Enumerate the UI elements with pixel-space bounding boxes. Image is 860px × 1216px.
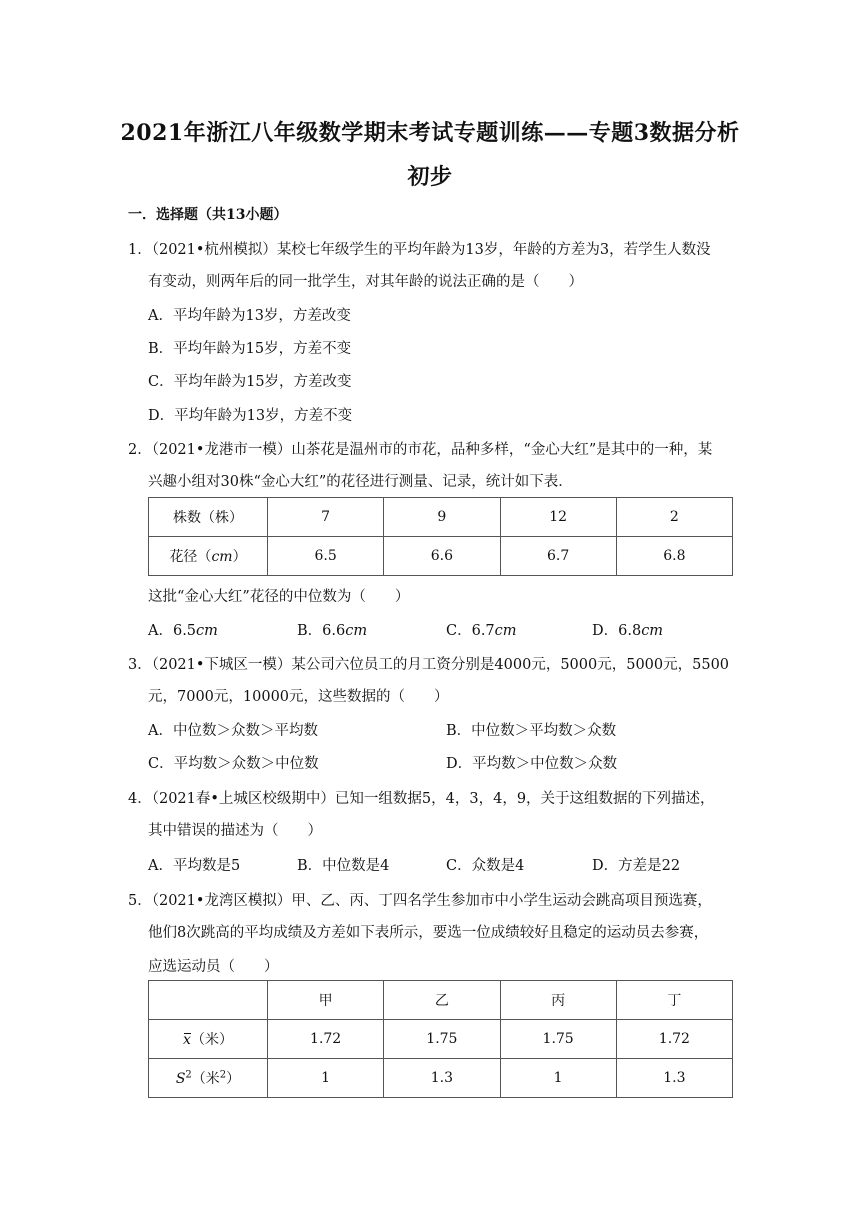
table-cell: [149, 981, 268, 1020]
q4-option-d: D．方差是22: [592, 858, 681, 874]
document-title-line-2: 初步: [407, 164, 453, 190]
table-cell: 1: [500, 1059, 616, 1098]
q1-option-b: B．平均年龄为15岁，方差不变: [148, 341, 352, 357]
q1-option-c: C．平均年龄为15岁，方差改变: [148, 374, 352, 390]
q1-stem-line-2: 有变动，则两年后的同一批学生，对其年龄的说法正确的是（ ）: [148, 274, 583, 290]
q4-option-b: B．中位数是4: [297, 858, 390, 874]
table-cell: [149, 1020, 268, 1059]
q1-stem-line-1: 1．（2021•杭州模拟）某校七年级学生的平均年龄为13岁，年龄的方差为3，若学生人数没: [128, 242, 711, 258]
table-row: [149, 981, 733, 1020]
q2-stem-line-2: 兴趣小组对30株“金心大红”的花径进行测量、记录，统计如下表．: [148, 474, 573, 490]
cell-text: 花径（: [169, 549, 212, 565]
option-text: C．6.7: [446, 623, 495, 639]
table-cell: 1.75: [500, 1020, 616, 1059]
q5-data-table: [148, 980, 733, 1098]
table-cell: 乙: [384, 981, 500, 1020]
table-cell: 丁: [616, 981, 732, 1020]
table-cell: 6.5: [268, 537, 384, 576]
table-cell: 丙: [500, 981, 616, 1020]
table-cell: 1.3: [384, 1059, 500, 1098]
q5-stem-line-2: 他们8次跳高的平均成绩及方差如下表所示，要选一位成绩较好且稳定的运动员去参赛，: [148, 925, 709, 941]
unit-text: cm: [211, 549, 233, 565]
unit-text: cm: [196, 623, 218, 639]
table-cell: 6.6: [384, 537, 500, 576]
unit-text: cm: [641, 623, 664, 639]
q4-option-a: A．平均数是5: [148, 858, 241, 874]
unit-text: cm: [345, 623, 368, 639]
table-cell: 7: [268, 498, 384, 537]
table-row: [149, 537, 733, 576]
option-text: B．6.6: [297, 623, 346, 639]
document-title-line-1: 2021年浙江八年级数学期末考试专题训练——专题3数据分析: [120, 120, 740, 146]
option-text: A．6.5: [148, 623, 197, 639]
table-row: [149, 498, 733, 537]
q2-option-c: [446, 619, 517, 640]
q3-stem-line-2: 元，7000元，10000元，这些数据的（ ）: [148, 689, 449, 705]
q4-stem-line-2: 其中错误的描述为（ ）: [148, 823, 322, 839]
q2-option-b: [297, 619, 367, 640]
table-cell: 1: [268, 1059, 384, 1098]
q3-option-c: C．平均数＞众数＞中位数: [148, 756, 319, 772]
q1-option-a: A．平均年龄为13岁，方差改变: [148, 308, 351, 324]
cell-text: ）: [232, 549, 247, 565]
option-text: D．6.8: [592, 623, 642, 639]
q5-stem-line-1: 5．（2021•龙湾区模拟）甲、乙、丙、丁四名学生参加市中小学生运动会跳高项目预选赛，: [128, 893, 712, 909]
unit-text: ）: [226, 1071, 241, 1087]
q2-stem-line-3: 这批“金心大红”花径的中位数为（ ）: [148, 589, 410, 605]
unit-text: cm: [494, 623, 517, 639]
table-cell: 6.8: [616, 537, 732, 576]
variance-symbol: S: [175, 1071, 186, 1087]
q5-stem-line-3: 应选运动员（ ）: [148, 959, 279, 975]
unit-text: （米）: [190, 1032, 233, 1048]
superscript: 2: [219, 1069, 227, 1081]
table-cell: 1.72: [616, 1020, 732, 1059]
q2-stem-line-1: 2．（2021•龙港市一模）山茶花是温州市的市花，品种多样，“金心大红”是其中的一种，某: [128, 442, 713, 458]
table-cell: [149, 1059, 268, 1098]
q4-option-c: C．众数是4: [446, 858, 525, 874]
table-cell: 甲: [268, 981, 384, 1020]
table-row: [149, 1020, 733, 1059]
superscript: 2: [185, 1069, 192, 1081]
table-row: [149, 1059, 733, 1098]
q3-option-b: B．中位数＞平均数＞众数: [446, 723, 617, 739]
table-cell: [149, 537, 268, 576]
q4-stem-line-1: 4．（2021春•上城区校级期中）已知一组数据5，4，3，4，9，关于这组数据的下列描述，: [128, 791, 715, 807]
q1-option-d: D．平均年龄为13岁，方差不变: [148, 408, 353, 424]
q3-stem-line-1: 3．（2021•下城区一模）某公司六位员工的月工资分别是4000元，5000元，5000元，5500: [128, 657, 730, 673]
q2-option-a: [148, 619, 218, 640]
table-cell: 1.3: [616, 1059, 732, 1098]
table-cell: 1.72: [268, 1020, 384, 1059]
table-cell: 株数（株）: [149, 498, 268, 537]
q2-data-table: [148, 497, 733, 576]
table-cell: 9: [384, 498, 500, 537]
table-cell: 2: [616, 498, 732, 537]
q3-option-a: A．中位数＞众数＞平均数: [148, 723, 318, 739]
table-cell: 1.75: [384, 1020, 500, 1059]
table-cell: 12: [500, 498, 616, 537]
q3-option-d: D．平均数＞中位数＞众数: [446, 756, 618, 772]
section-heading: 一．选择题（共13小题）: [128, 207, 288, 223]
unit-text: （米: [191, 1071, 220, 1087]
table-cell: 6.7: [500, 537, 616, 576]
mean-symbol: x: [183, 1032, 191, 1048]
q2-option-d: [592, 619, 663, 640]
